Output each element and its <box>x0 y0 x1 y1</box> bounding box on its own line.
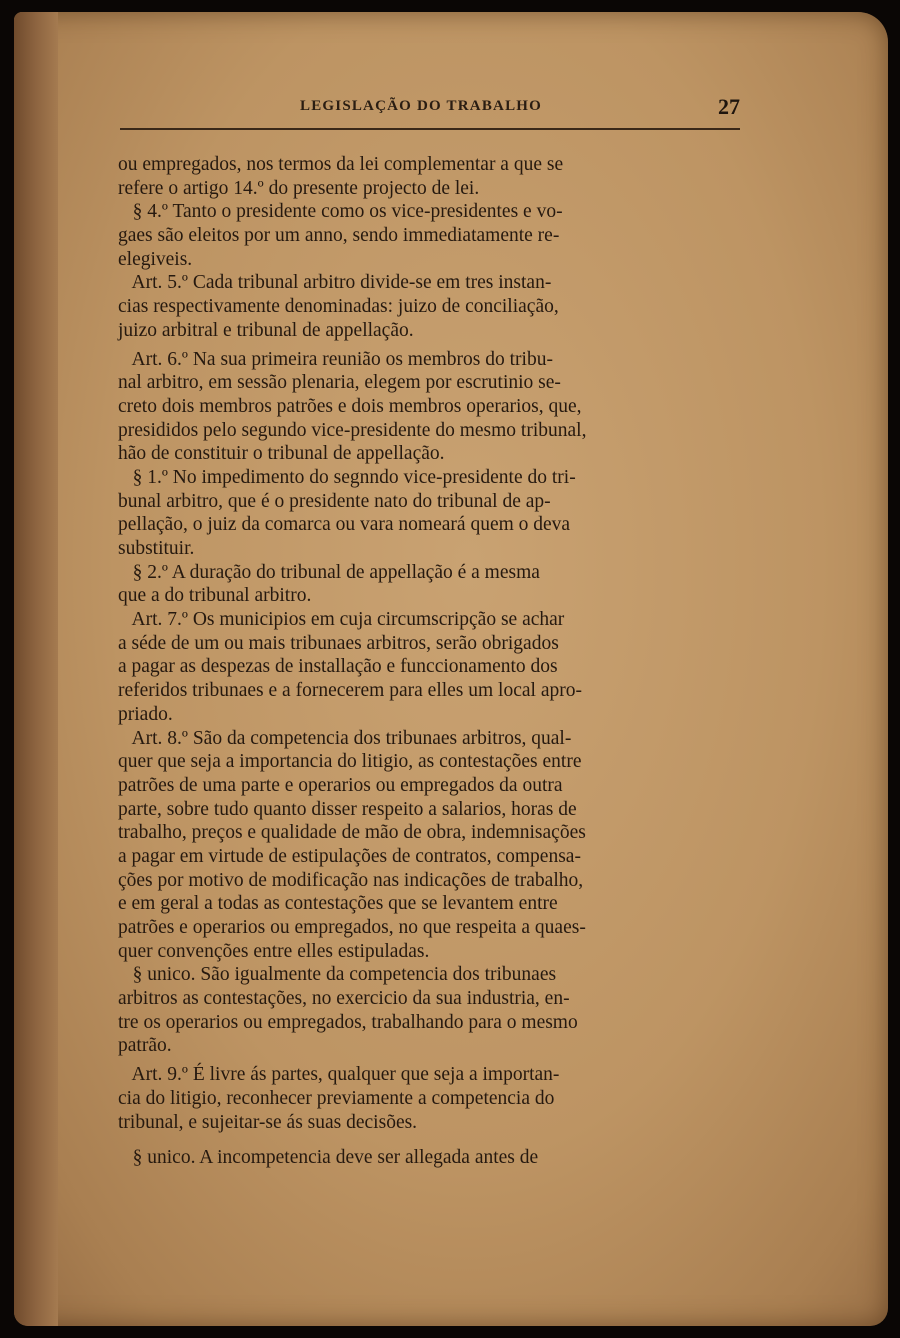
text-line: Art. 9.º É livre ás partes, qualquer que seja a importan- <box>118 1064 560 1086</box>
text-line: juizo arbitral e tribunal de appellação. <box>118 319 414 341</box>
text-line: cia do litigio, reconhecer previamente a competencia do <box>118 1087 555 1109</box>
text-line: nal arbitro, em sessão plenaria, elegem por escrutinio se- <box>118 372 561 394</box>
text-line: quer convenções entre elles estipuladas. <box>118 940 430 962</box>
text-line: Art. 7.º Os municipios em cuja circumscripção se achar <box>118 609 565 631</box>
text-line: elegiveis. <box>118 248 193 270</box>
text-line: e em geral a todas as contestações que se levantem entre <box>118 893 558 915</box>
text-line: trabalho, preços e qualidade de mão de obra, indemnisações <box>118 822 586 844</box>
text-line: priado. <box>118 703 173 725</box>
text-line: substituir. <box>118 538 195 559</box>
text-line: tribunal, e sujeitar-se ás suas decisões. <box>118 1111 418 1133</box>
text-line: § 4.º Tanto o presidente como os vice-presidentes e vo- <box>118 201 563 223</box>
text-line: presididos pelo segundo vice-presidente do mesmo tribunal, <box>118 419 587 441</box>
page-header <box>300 94 740 118</box>
text-line: patrão. <box>118 1035 172 1057</box>
text-line: § unico. São igualmente da competencia dos tribunaes <box>118 964 557 986</box>
running-title: LEGISLAÇÃO DO TRABALHO <box>300 98 543 114</box>
text-line: quer que seja a importancia do litigio, as contestações entre <box>118 751 582 773</box>
text-line: § 2.º A duração do tribunal de appellação é a mesma <box>118 561 540 583</box>
text-line: Art. 8.º São da competencia dos tribunaes arbitros, qual- <box>118 727 572 749</box>
body-text <box>118 153 740 1170</box>
text-line: creto dois membros patrões e dois membros operarios, que, <box>118 395 582 417</box>
header-rule <box>120 128 740 130</box>
text-line: refere o artigo 14.º do presente projecto de lei. <box>118 177 480 199</box>
page-binding-edge <box>14 12 58 1326</box>
text-line: ou empregados, nos termos da lei complementar a que se <box>118 154 564 175</box>
text-line: arbitros as contestações, no exercicio da sua industria, en- <box>118 988 570 1010</box>
text-line: cias respectivamente denominadas: juizo de conciliação, <box>118 296 559 318</box>
text-line: gaes são eleitos por um anno, sendo immediatamente re- <box>118 225 560 247</box>
text-line: Art. 5.º Cada tribunal arbitro divide-se em tres instan- <box>118 272 552 294</box>
text-line: a pagar em virtude de estipulações de contratos, compensa- <box>118 845 581 867</box>
text-line: § unico. A incompetencia deve ser allegada antes de <box>118 1147 539 1169</box>
text-line: tre os operarios ou empregados, trabalhando para o mesmo <box>118 1011 578 1033</box>
text-line: hão de constituir o tribunal de appellação. <box>118 443 445 465</box>
text-line: patrões e operarios ou empregados, no que respeita a quaes- <box>118 917 586 938</box>
page-number: 27 <box>718 94 740 119</box>
text-line: a pagar as despezas de installação e funccionamento dos <box>118 656 558 678</box>
text-line: referidos tribunaes e a fornecerem para elles um local apro- <box>118 680 582 702</box>
text-line: ções por motivo de modificação nas indicações de trabalho, <box>118 869 584 891</box>
text-line: § 1.º No impedimento do segnndo vice-presidente do tri- <box>118 466 576 488</box>
text-line: que a do tribunal arbitro. <box>118 585 312 607</box>
text-line: pellação, o juiz da comarca ou vara nomeará quem o deva <box>118 514 571 536</box>
text-line: Art. 6.º Na sua primeira reunião os membros do tribu- <box>118 348 553 370</box>
text-line: parte, sobre tudo quanto disser respeito a salarios, horas de <box>118 798 577 820</box>
text-line: a séde de um ou mais tribunaes arbitros, serão obrigados <box>118 632 559 654</box>
text-line: patrões de uma parte e operarios ou empregados da outra <box>118 774 563 796</box>
text-line: bunal arbitro, que é o presidente nato do tribunal de ap- <box>118 490 551 512</box>
